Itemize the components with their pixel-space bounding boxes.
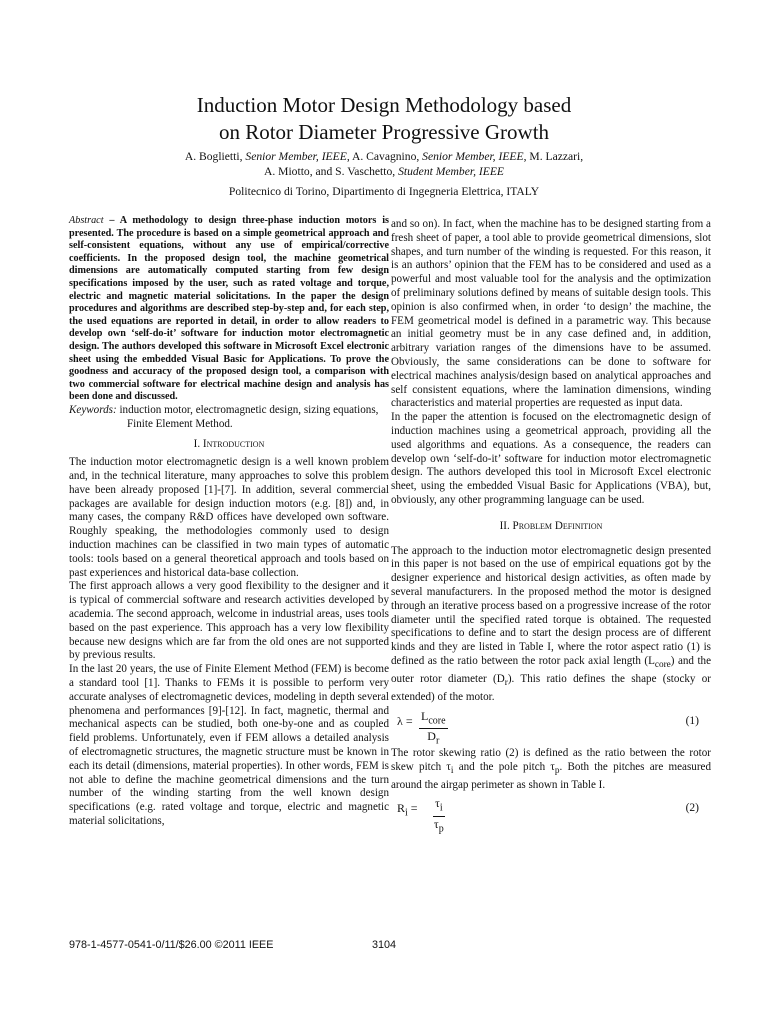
right-column (391, 218, 711, 834)
eq2-denominator (434, 817, 444, 836)
author-text: A. Miotto, and S. Vaschetto, (263, 165, 399, 178)
para-text: and the pole pitch τ (453, 760, 555, 773)
eq-symbol: R (397, 801, 406, 816)
para-text: The approach to the induction motor electromagnetic design presented in this paper is not based on the use of empirical equations got by the designer experience and historical design activities, as often made by several manufacturers. In the proposed method the motor is designed through an iterative process based on a progressive increase of the rotor diameter until the specified rated torque is obtained. The requested specifications to define and to start the design process are of different kinds and they are listed in Table I, where the rotor aspect ratio (1) is defined as the ratio between the rotor pack axial length (L (391, 544, 711, 667)
title-line-1: Induction Motor Design Methodology based (196, 93, 572, 117)
eq-subscript: p (438, 823, 444, 835)
eq-symbol: D (427, 729, 436, 744)
author-role: Student Member, IEEE (398, 165, 504, 178)
section-heading-problem-definition: II. Problem Definition (499, 519, 603, 532)
subscript: p (554, 765, 560, 776)
eq2-numerator (433, 796, 445, 816)
eq2-lhs (397, 802, 418, 820)
paragraph (391, 747, 711, 793)
paragraph: In the paper the attention is focused on the electromagnetic design of induction machines using a geometrical approach, providing all the used algorithms and equations. As a consequence, the readers can develop own ‘self-do-it’ software for induction motor electromagnetic design. The authors developed this tool in Microsoft Excel electronic sheet, using the embedded Visual Basic for Applications (VBA), but, obviously, any other programming language can be used. (391, 411, 711, 506)
left-column (69, 215, 389, 829)
para-text: The rotor skewing ratio (2) is defined as the ratio between the rotor skew pitch τ (391, 746, 711, 773)
paragraph: The first approach allows a very good flexibility to the designer and it is typical of commercial software and research activities developed by academia. The second approach, welcome in industrial areas, uses tools based on the past experience. This approach has a very low flexibility because new designs which are far from the old ones are not supported by previous results. (69, 580, 389, 662)
title-line-2: on Rotor Diameter Progressive Growth (218, 120, 550, 144)
para-text: ). This ratio defines the shape (stocky or extended) of the motor. (391, 672, 711, 703)
subscript: r (504, 678, 508, 689)
eq2-fraction (433, 796, 445, 836)
keywords-label: Keywords: (69, 403, 117, 416)
eq-subscript: core (428, 715, 446, 727)
eq-symbol: L (421, 708, 429, 723)
eq-symbol: = (407, 801, 418, 816)
paragraph: and so on). In fact, when the machine has to be designed starting from a fresh sheet of paper, a tool able to provide geometrical dimensions, slot shapes, and turn number of the winding is requested. For this reason, it is an authors’ opinion that the FEM has to be considered and used as a powerful and most valuable tool for the analysis and the optimization of preliminary solutions defined by means of suitable design tools. This opinion is also confirmed when, in order ‘to design’ the machine, the FEM geometrical model is defined in a parametric way. This because an initial geometry must be in any case defined and, in addition, arbitrary variation ranges of the dimensions have to be assumed. Obviously, the same considerations can be done to software for electrical machines analysis/design based on analytical approaches and self consistent equations, where the lamination dimensions, winding characteristics and material properties are requested as input data. (391, 218, 711, 410)
abstract-label: Abstract (69, 215, 104, 226)
eq-subscript: r (435, 735, 440, 747)
author-text: , M. Lazzari, (523, 150, 584, 163)
para-text: ) and the outer rotor diameter (D (391, 654, 712, 685)
equation-1 (391, 708, 711, 747)
author-text: A. Boglietti, (184, 150, 246, 163)
author-list (60, 149, 708, 179)
paragraph: The induction motor electromagnetic design is a well known problem and, in the technical literature, many approaches to solve this problem have been already proposed [1]-[7]. In addition, several commercial packages are available for design induction motors (e.g. [8]) and, in many cases, the company R&D offices have developed own software. Roughly speaking, the methodologies commonly used to design induction machines can be classified in two main types of automatic tools: tools based on a general theoretical approach and tools based on past experiences and historical data-base collection. (69, 456, 389, 579)
subscript: core (654, 660, 671, 671)
eq1-numerator (419, 709, 448, 729)
authors-line-1 (60, 149, 708, 164)
author-role: Senior Member, IEEE (245, 150, 347, 163)
abstract (69, 215, 389, 404)
footer-copyright: 978-1-4577-0541-0/11/$26.00 ©2011 IEEE (69, 939, 274, 951)
authors-line-2 (60, 164, 708, 179)
eq-subscript: i (439, 802, 443, 814)
spacer (391, 508, 711, 514)
paragraph: In the last 20 years, the use of Finite Element Method (FEM) is become a standard tool [1]. Thanks to FEMs it is possible to perform very accurate analyses of electromagnetic devices, modeling in depth several phenomena and performances [9]-[12]. In fact, magnetic, thermal and mechanical aspects can be studied, both one-by-one and as coupled field problems. Unfortunately, even if FEM allows a detailed analysis of electromagnetic structures, the magnetic structure must be known in each its detail (dimensions, material properties). In other words, FEM is not able to define the machine geometrical dimensions and the turn number of the winding starting from the well known design specifications (e.g. rated voltage and torque, electric and magnetic material solicitations, (69, 663, 389, 828)
keywords (69, 404, 389, 432)
eq1-denominator (427, 729, 439, 748)
page-number: 3104 (372, 939, 397, 951)
eq-symbol: τ (435, 796, 440, 811)
para-text: . Both the pitches are measured around the airgap perimeter as shown in Table I. (391, 760, 711, 791)
keywords-text: induction motor, electromagnetic design, sizing equations, Finite Element Method. (116, 403, 379, 430)
author-role: Senior Member, IEEE (422, 150, 524, 163)
section-heading-introduction: I. Introduction (193, 437, 265, 450)
affiliation: Politecnico di Torino, Dipartimento di Ingegneria Elettrica, ITALY (228, 185, 540, 198)
eq1-fraction (419, 709, 448, 749)
eq1-lhs: λ = (397, 713, 413, 728)
paragraph (391, 545, 711, 705)
abstract-text: – A methodology to design three-phase induction motors is presented. The procedure is based on a simple geometrical approach and self-consistent equations, without any use of empirical/corrective coefficients. In the proposed design tool, the machine geometrical dimensions are automatically computed starting from few design specifications imposed by the user, such as rated voltage and torque, electric and magnetic material solicitations. In the paper the design procedures and algorithms are described step-by-step and, for each step, the used equations are reported in detail, in order to allow readers to develop own ‘self-do-it’ software for induction motor electromagnetic design. The authors developed this software in Microsoft Excel electronic sheet using the embedded Visual Basic for Applications. To prove the goodness and accuracy of the proposed design tool, a comparison with two commercial software for electrical machine design and analysis has been done and discussed. (69, 215, 389, 403)
equation-2 (391, 796, 711, 835)
subscript: i (450, 765, 454, 776)
paper-title (60, 92, 708, 146)
author-text: , A. Cavagnino, (346, 150, 423, 163)
eq-subscript: i (405, 807, 408, 819)
eq-symbol: τ (433, 816, 439, 831)
eq1-number: (1) (685, 714, 699, 727)
eq2-number: (2) (685, 802, 699, 815)
